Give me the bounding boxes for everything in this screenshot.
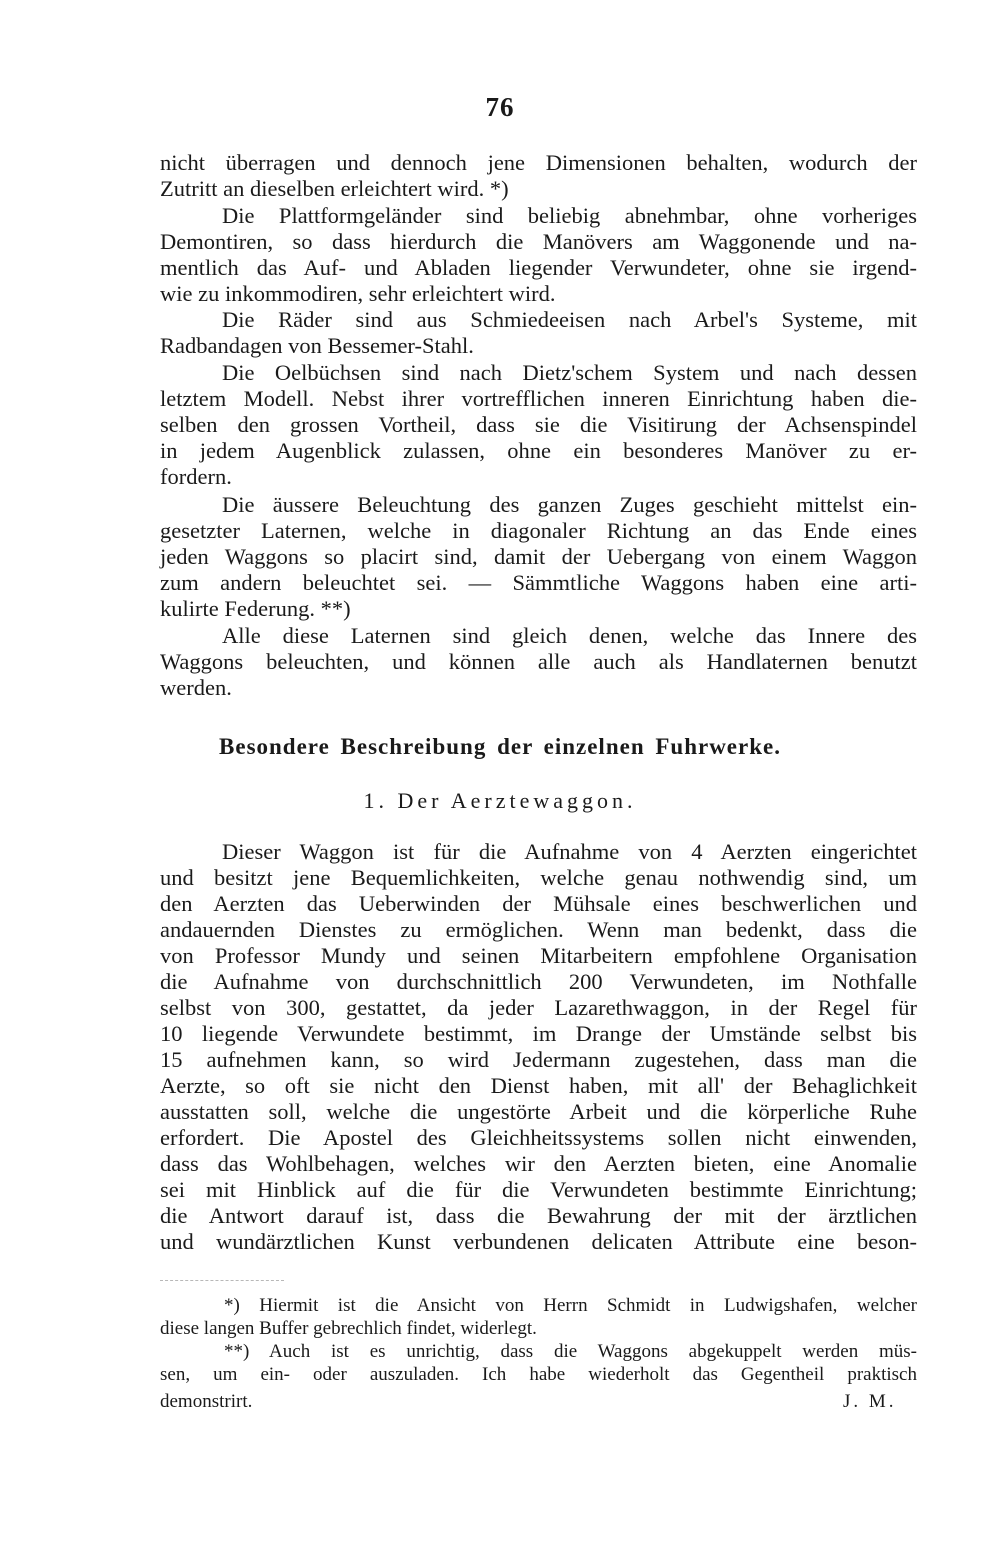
- footnote-separator: [160, 1280, 284, 1281]
- text-line: Die äussere Beleuchtung des ganzen Zuges geschieht mittelst ein-: [222, 492, 917, 517]
- text-line: Dieser Waggon ist für die Aufnahme von 4 Aerzten eingerichtet: [222, 839, 917, 864]
- footnote-line: *) Hiermit ist die Ansicht von Herrn Schmidt in Ludwigshafen, welcher: [224, 1295, 917, 1316]
- text-line: selbst von 300, gestattet, da jeder Lazarethwaggon, in der Regel für: [160, 995, 917, 1020]
- text-line: dass das Wohlbehagen, welches wir den Aerzten bieten, eine Anomalie: [160, 1151, 917, 1176]
- text-line: wie zu inkommodiren, sehr erleichtert wird.: [160, 281, 556, 306]
- text-line: fordern.: [160, 464, 232, 489]
- text-line: erfordert. Die Apostel des Gleichheitssystems sollen nicht einwenden,: [160, 1125, 917, 1150]
- text-line: selben den grossen Vortheil, dass sie die Visitirung der Achsenspindel: [160, 412, 917, 437]
- text-line: werden.: [160, 675, 232, 700]
- text-line: Zutritt an dieselben erleichtert wird. *): [160, 176, 509, 201]
- text-line: in jedem Augenblick zulassen, ohne ein besonderes Manöver zu er-: [160, 438, 917, 463]
- text-line: gesetzter Laternen, welche in diagonaler Richtung an das Ende eines: [160, 518, 917, 543]
- text-line: Die Plattformgeländer sind beliebig abnehmbar, ohne vorheriges: [222, 203, 917, 228]
- section-heading: Besondere Beschreibung der einzelnen Fuhrwerke.: [219, 734, 781, 759]
- text-line: Alle diese Laternen sind gleich denen, welche das Innere des: [222, 623, 917, 648]
- text-line: sei mit Hinblick auf die für die Verwundeten bestimmte Einrichtung;: [160, 1177, 917, 1202]
- text-line: Die Oelbüchsen sind nach Dietz'schem System und nach dessen: [222, 360, 917, 385]
- text-line: mentlich das Auf- und Abladen liegender Verwundeter, ohne sie irgend-: [160, 255, 917, 280]
- text-line: letztem Modell. Nebst ihrer vortrefflichen inneren Einrichtung haben die-: [160, 386, 917, 411]
- text-line: 15 aufnehmen kann, so wird Jedermann zugestehen, dass man die: [160, 1047, 917, 1072]
- footnote-line: sen, um ein- oder auszuladen. Ich habe wiederholt das Gegentheil praktisch: [160, 1364, 917, 1385]
- subsection-heading: 1. Der Aerztewaggon.: [363, 788, 637, 813]
- text-line: den Aerzten das Ueberwinden der Mühsale eines beschwerlichen und: [160, 891, 917, 916]
- text-line: Die Räder sind aus Schmiedeeisen nach Arbel's Systeme, mit: [222, 307, 917, 332]
- footnote-line: diese langen Buffer gebrechlich findet, widerlegt.: [160, 1318, 537, 1339]
- text-line: von Professor Mundy und seinen Mitarbeitern empfohlene Organisation: [160, 943, 917, 968]
- text-line: die Antwort darauf ist, dass die Bewahrung der mit der ärztlichen: [160, 1203, 917, 1228]
- text-line: nicht überragen und dennoch jene Dimensionen behalten, wodurch der: [160, 150, 917, 175]
- footnote-signature: J. M.: [843, 1391, 897, 1412]
- text-line: Demontiren, so dass hierdurch die Manövers am Waggonende und na-: [160, 229, 917, 254]
- text-line: Radbandagen von Bessemer-Stahl.: [160, 333, 474, 358]
- text-line: 10 liegende Verwundete bestimmt, im Drange der Umstände selbst bis: [160, 1021, 917, 1046]
- text-line: und wundärztlichen Kunst verbundenen delicaten Attribute eine beson-: [160, 1229, 917, 1254]
- footnote-line: **) Auch ist es unrichtig, dass die Waggons abgekuppelt werden müs-: [224, 1341, 917, 1362]
- text-line: Aerzte, so oft sie nicht den Dienst haben, mit all' der Behaglichkeit: [160, 1073, 917, 1098]
- text-line: Waggons beleuchten, und können alle auch als Handlaternen benutzt: [160, 649, 917, 674]
- text-line: die Aufnahme von durchschnittlich 200 Verwundeten, im Nothfalle: [160, 969, 917, 994]
- text-line: und besitzt jene Bequemlichkeiten, welche genau nothwendig sind, um: [160, 865, 917, 890]
- text-line: andauernden Dienstes zu ermöglichen. Wenn man bedenkt, dass die: [160, 917, 917, 942]
- text-line: jeden Waggons so placirt sind, damit der Uebergang von einem Waggon: [160, 544, 917, 569]
- text-line: kulirte Federung. **): [160, 596, 351, 621]
- text-line: zum andern beleuchtet sei. — Sämmtliche Waggons haben eine arti-: [160, 570, 917, 595]
- footnote-line: demonstrirt.: [160, 1391, 253, 1412]
- page-number: 76: [485, 92, 515, 122]
- text-line: ausstatten soll, welche die ungestörte Arbeit und die körperliche Ruhe: [160, 1099, 917, 1124]
